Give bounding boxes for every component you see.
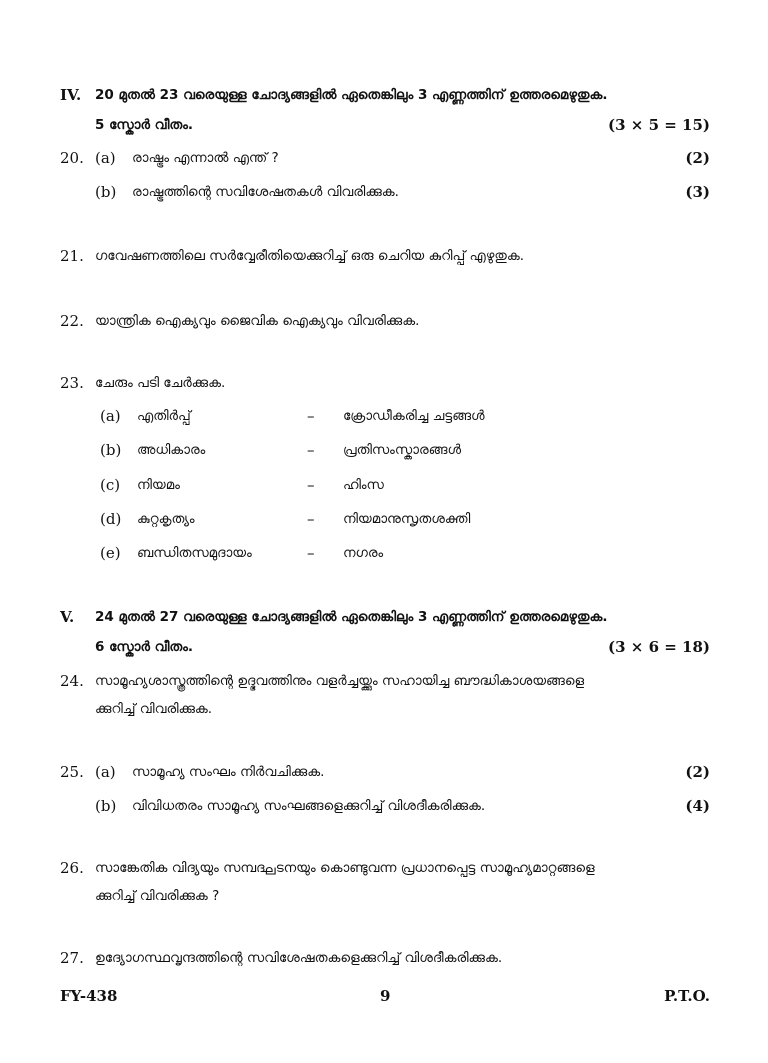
match-label: (b) xyxy=(100,441,122,459)
match-dash: – xyxy=(307,407,315,425)
question-text: യാന്ത്രിക ഐക്യവും ജൈവിക ഐക്യവും വിവരിക്കുക. xyxy=(95,313,420,329)
question-text: സാമൂഹ്യ സംഘം നിർവചിക്കുക. xyxy=(132,764,325,780)
subpart-label: (b) xyxy=(95,183,117,201)
question-text: ഉദ്യോഗസ്ഥവൃന്ദത്തിന്റെ സവിശേഷതകളെക്കുറിച്ച് വിശദീകരിക്കുക. xyxy=(95,950,503,966)
section-iv-marks: (3 × 5 = 15) xyxy=(608,116,710,134)
match-left: എതിർപ്പ് xyxy=(137,408,191,424)
match-label: (c) xyxy=(100,476,121,494)
question-text: രാഷ്ട്രം എന്നാൽ എന്ത് ? xyxy=(132,150,279,166)
match-label: (e) xyxy=(100,544,121,562)
match-label: (a) xyxy=(100,407,121,425)
match-left: അധികാരം xyxy=(137,442,206,458)
question-number: 23. xyxy=(60,374,84,392)
question-number: 25. xyxy=(60,763,84,781)
section-v-roman: V. xyxy=(60,608,75,626)
question-number: 27. xyxy=(60,949,84,967)
match-left: ബന്ധിതസമുദായം xyxy=(137,545,252,561)
match-right: നഗരം xyxy=(343,545,384,561)
match-right: ക്രോഡീകരിച്ച ചട്ടങ്ങൾ xyxy=(343,408,485,424)
question-text: ചേരും പടി ചേർക്കുക. xyxy=(95,375,226,391)
question-number: 21. xyxy=(60,247,84,265)
question-marks: (2) xyxy=(685,149,710,167)
question-number: 24. xyxy=(60,672,84,690)
question-number: 22. xyxy=(60,312,84,330)
match-right: നിയമാനുസൃതശക്തി xyxy=(343,511,471,527)
question-text-line: ക്കുറിച്ച് വിവരിക്കുക ? xyxy=(95,888,220,904)
question-marks: (4) xyxy=(685,797,710,815)
section-v-marks: (3 × 6 = 18) xyxy=(608,638,710,656)
section-v-instruction: 24 മുതൽ 27 വരെയുള്ള ചോദ്യങ്ങളിൽ ഏതെങ്കിലും 3 എണ്ണത്തിന് ഉത്തരമെഴുതുക. xyxy=(95,609,608,625)
question-text: വിവിധതരം സാമൂഹ്യ സംഘങ്ങളെക്കുറിച്ച് വിശദീകരിക്കുക. xyxy=(132,798,486,814)
match-right: പ്രതിസംസ്കാരങ്ങൾ xyxy=(343,442,462,458)
match-dash: – xyxy=(307,476,315,494)
section-iv-score: 5 സ്കോർ വീതം. xyxy=(95,117,194,133)
match-label: (d) xyxy=(100,510,122,528)
page-number: 9 xyxy=(380,987,391,1005)
section-iv-instruction: 20 മുതൽ 23 വരെയുള്ള ചോദ്യങ്ങളിൽ ഏതെങ്കിലും 3 എണ്ണത്തിന് ഉത്തരമെഴുതുക. xyxy=(95,87,608,103)
question-text-line: സാങ്കേതിക വിദ്യയും സമ്പദ്ഘടനയും കൊണ്ടുവന്ന പ്രധാനപ്പെട്ട സാമൂഹ്യമാറ്റങ്ങളെ xyxy=(95,860,595,876)
subpart-label: (a) xyxy=(95,149,116,167)
question-text-line: ക്കുറിച്ച് വിവരിക്കുക. xyxy=(95,701,213,717)
subpart-label: (a) xyxy=(95,763,116,781)
question-text: രാഷ്ട്രത്തിന്റെ സവിശേഷതകൾ വിവരിക്കുക. xyxy=(132,184,399,200)
match-dash: – xyxy=(307,441,315,459)
question-text-line: സാമൂഹ്യശാസ്ത്രത്തിന്റെ ഉദ്ഭവത്തിനും വളർച്ചയ്ക്കും സഹായിച്ച ബൗദ്ധികാശയങ്ങളെ xyxy=(95,673,585,689)
question-marks: (2) xyxy=(685,763,710,781)
footer-code: FY-438 xyxy=(60,987,118,1005)
subpart-label: (b) xyxy=(95,797,117,815)
match-left: കുറ്റകൃത്യം xyxy=(137,511,195,527)
question-text: ഗവേഷണത്തിലെ സർവ്വേരീതിയെക്കുറിച്ച് ഒരു ചെറിയ കുറിപ്പ് എഴുതുക. xyxy=(95,248,525,264)
question-number: 26. xyxy=(60,859,84,877)
pto-text: P.T.O. xyxy=(664,987,710,1005)
match-left: നിയമം xyxy=(137,477,180,493)
match-dash: – xyxy=(307,510,315,528)
match-dash: – xyxy=(307,544,315,562)
question-number: 20. xyxy=(60,149,84,167)
match-right: ഹിംസ xyxy=(343,477,384,493)
section-v-score: 6 സ്കോർ വീതം. xyxy=(95,639,194,655)
question-marks: (3) xyxy=(685,183,710,201)
section-iv-roman: IV. xyxy=(60,86,82,104)
